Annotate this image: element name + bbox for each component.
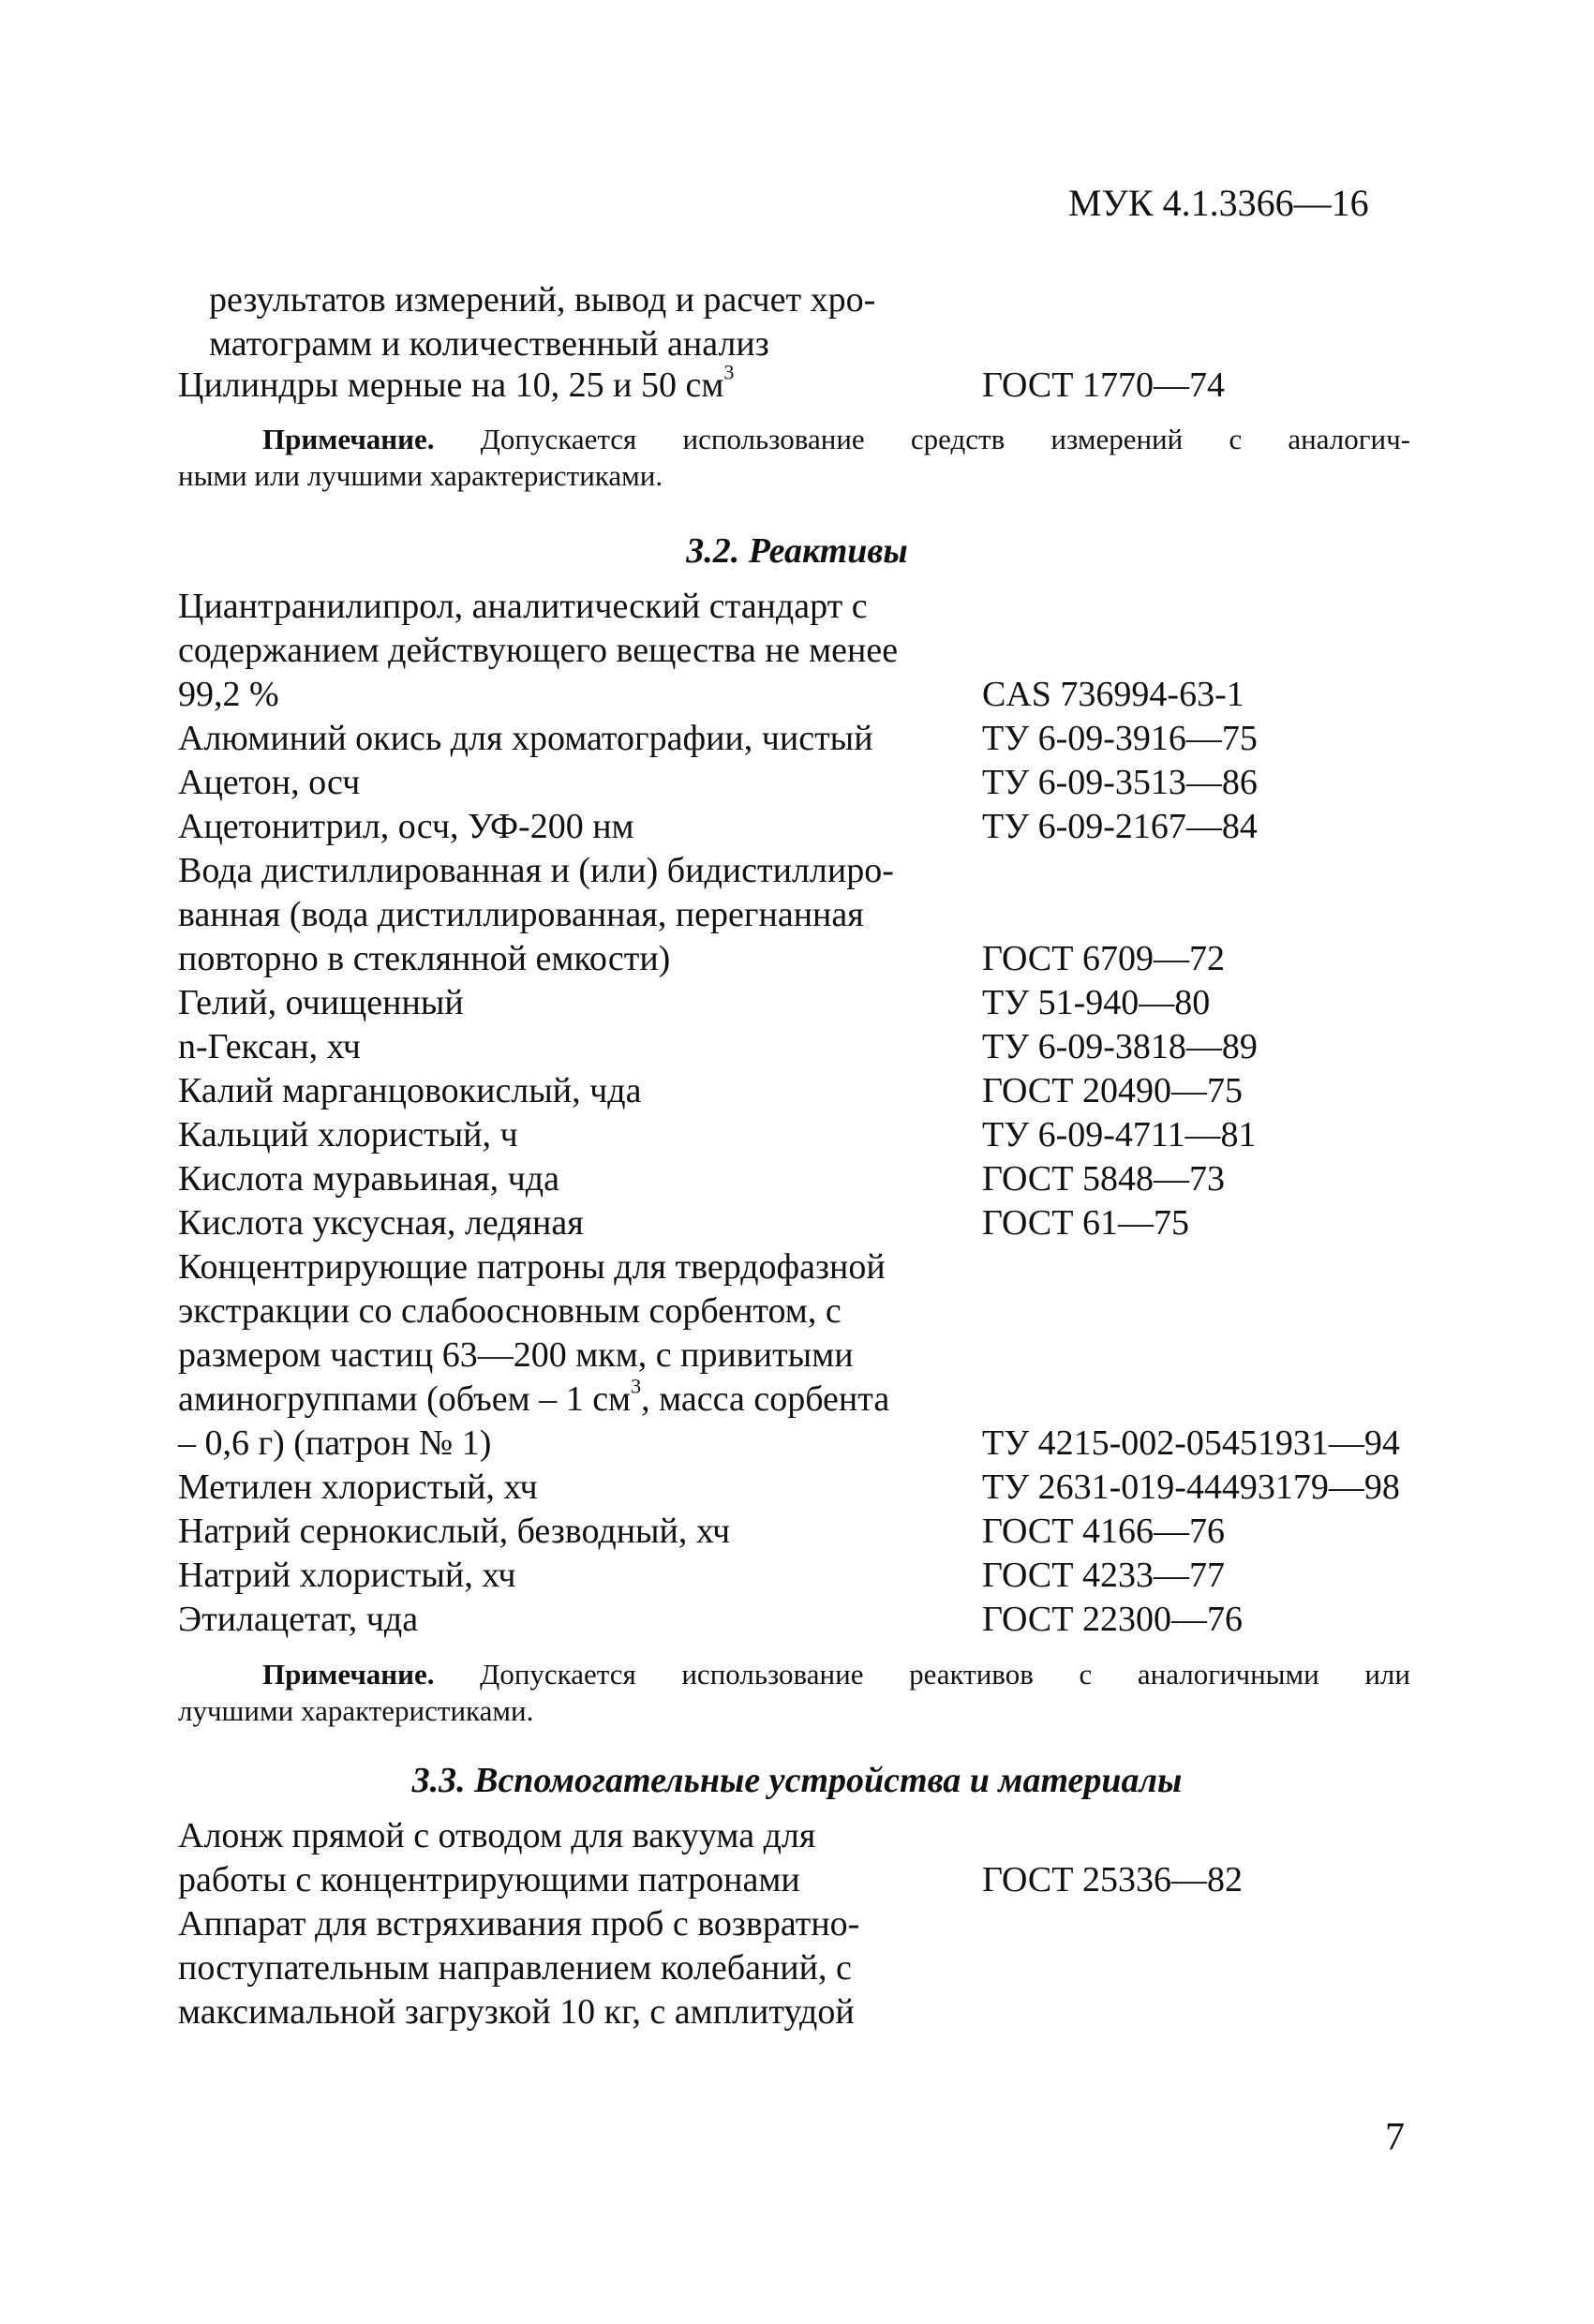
list-item [178,893,1434,937]
note-label: Примечание. [262,1658,435,1691]
note-line: лучшими характеристиками. [178,1694,534,1727]
list-item [178,1902,1434,1946]
list-item [178,1510,1434,1554]
list-item [178,981,1434,1025]
list-item [178,1990,1434,2034]
item-name: Этилацетат, чда [178,1600,419,1639]
list-item [178,1422,1434,1466]
item-standard: ГОСТ 25336—82 [982,1860,1243,1899]
superscript: 3 [631,1374,642,1398]
item-standard: ТУ 6-09-4711—81 [982,1115,1257,1155]
item-name: n-Гексан, хч [178,1027,361,1066]
item-name: матограмм и количественный анализ [209,324,769,364]
item-name: Циантранилипрол, аналитический стандарт с [178,587,868,626]
item-name: Калий марганцовокислый, чда [178,1071,642,1110]
section-heading: 3.2. Реактивы [686,531,908,571]
item-standard: ГОСТ 1770—74 [982,365,1225,405]
item-name: Алюминий окись для хроматографии, чистый [178,719,873,758]
item-name: Ацетон, осч [178,763,361,802]
list-item [178,278,1434,322]
page-number: 7 [1385,2116,1405,2159]
note-line: ными или лучшими характеристиками. [178,459,663,492]
item-name: Натрий сернокислый, безводный, хч [178,1512,731,1551]
item-standard: ГОСТ 6709—72 [982,939,1225,978]
item-standard: CAS 736994-63-1 [982,675,1244,714]
item-name: Натрий хлористый, хч [178,1556,516,1595]
item-standard: ГОСТ 5848—73 [982,1159,1225,1199]
item-name: Кислота муравьиная, чда [178,1159,559,1199]
list-item [178,761,1434,805]
item-standard: ТУ 4215-002-05451931—94 [982,1423,1400,1463]
item-name: содержанием действующего вещества не менее [178,631,899,670]
list-item [178,849,1434,893]
list-item [178,360,1434,408]
item-name: результатов измерений, вывод и расчет хро- [209,280,876,320]
item-standard: ГОСТ 4233—77 [982,1556,1225,1595]
list-item [178,1946,1434,1990]
note [178,1656,1410,1729]
item-name: 99,2 % [178,675,279,714]
note-line: Примечание. Допускается использование реактивов с аналогичными или [262,1658,1410,1691]
item-standard: ГОСТ 4166—76 [982,1512,1225,1551]
list-item [178,1201,1434,1245]
item-name: – 0,6 г) (патрон № 1) [178,1423,492,1463]
item-name: Вода дистиллированная и (или) бидистиллиро- [178,851,894,890]
item-standard: ТУ 6-09-3916—75 [982,719,1258,758]
note [178,421,1410,494]
note-label: Примечание. [262,423,435,455]
item-standard: ГОСТ 61—75 [982,1203,1189,1243]
item-name: поступательным направлением колебаний, с [178,1948,852,1988]
list-item [178,1466,1434,1510]
item-name: Кальций хлористый, ч [178,1115,518,1155]
list-item [178,1858,1434,1902]
item-name: максимальной загрузкой 10 кг, с амплитудой [178,1992,855,2032]
list-item [178,1245,1434,1289]
document-code: МУК 4.1.3366—16 [1068,182,1369,224]
item-name: Гелий, очищенный [178,983,464,1022]
item-name: экстракции со слабоосновным сорбентом, с [178,1291,842,1331]
list-item [178,937,1434,981]
item-name: ванная (вода дистиллированная, перегнанная [178,895,864,934]
item-standard: ГОСТ 22300—76 [982,1600,1243,1639]
list-item [178,1025,1434,1069]
list-item [178,1333,1434,1378]
item-name: аминогруппами (объем – 1 $см^3$, масса сорбента [178,1374,890,1419]
item-standard: ТУ 2631-019-44493179—98 [982,1467,1400,1507]
list-item [178,1289,1434,1333]
item-standard: ТУ 6-09-3818—89 [982,1027,1258,1066]
item-standard: ТУ 6-09-2167—84 [982,807,1258,846]
list-item [178,322,1434,366]
item-name: повторно в стеклянной емкости) [178,939,671,978]
list-item [178,629,1434,673]
section-heading: 3.3. Вспомогательные устройства и материалы [411,1761,1183,1800]
list-item [178,805,1434,849]
item-name: Аппарат для встряхивания проб с возвратно- [178,1904,860,1944]
item-name: Цилиндры мерные на 10, 25 и 50 $см^3$ [178,360,735,405]
item-name: Концентрирующие патроны для твердофазной [178,1247,886,1287]
item-name: Кислота уксусная, ледяная [178,1203,584,1243]
item-standard: ТУ 6-09-3513—86 [982,763,1258,802]
superscript: 3 [723,360,735,384]
list-item [178,585,1434,629]
list-item [178,1157,1434,1201]
item-standard: ГОСТ 20490—75 [982,1071,1243,1110]
item-name: размером частиц 63—200 мкм, с привитыми [178,1335,854,1375]
list-item [178,673,1434,717]
list-item [178,1598,1434,1642]
list-item [178,1069,1434,1113]
note-line: Примечание. Допускается использование средств измерений с аналогич- [262,423,1410,455]
item-name: работы с концентрирующими патронами [178,1860,800,1899]
list-item [178,1814,1434,1858]
list-item [178,1374,1434,1422]
item-standard: ТУ 51-940—80 [982,983,1211,1022]
list-item [178,717,1434,761]
item-name: Метилен хлористый, хч [178,1467,538,1507]
list-item [178,1113,1434,1157]
item-name: Алонж прямой с отводом для вакуума для [178,1816,816,1855]
list-item [178,1554,1434,1598]
item-name: Ацетонитрил, осч, УФ-200 нм [178,807,634,846]
